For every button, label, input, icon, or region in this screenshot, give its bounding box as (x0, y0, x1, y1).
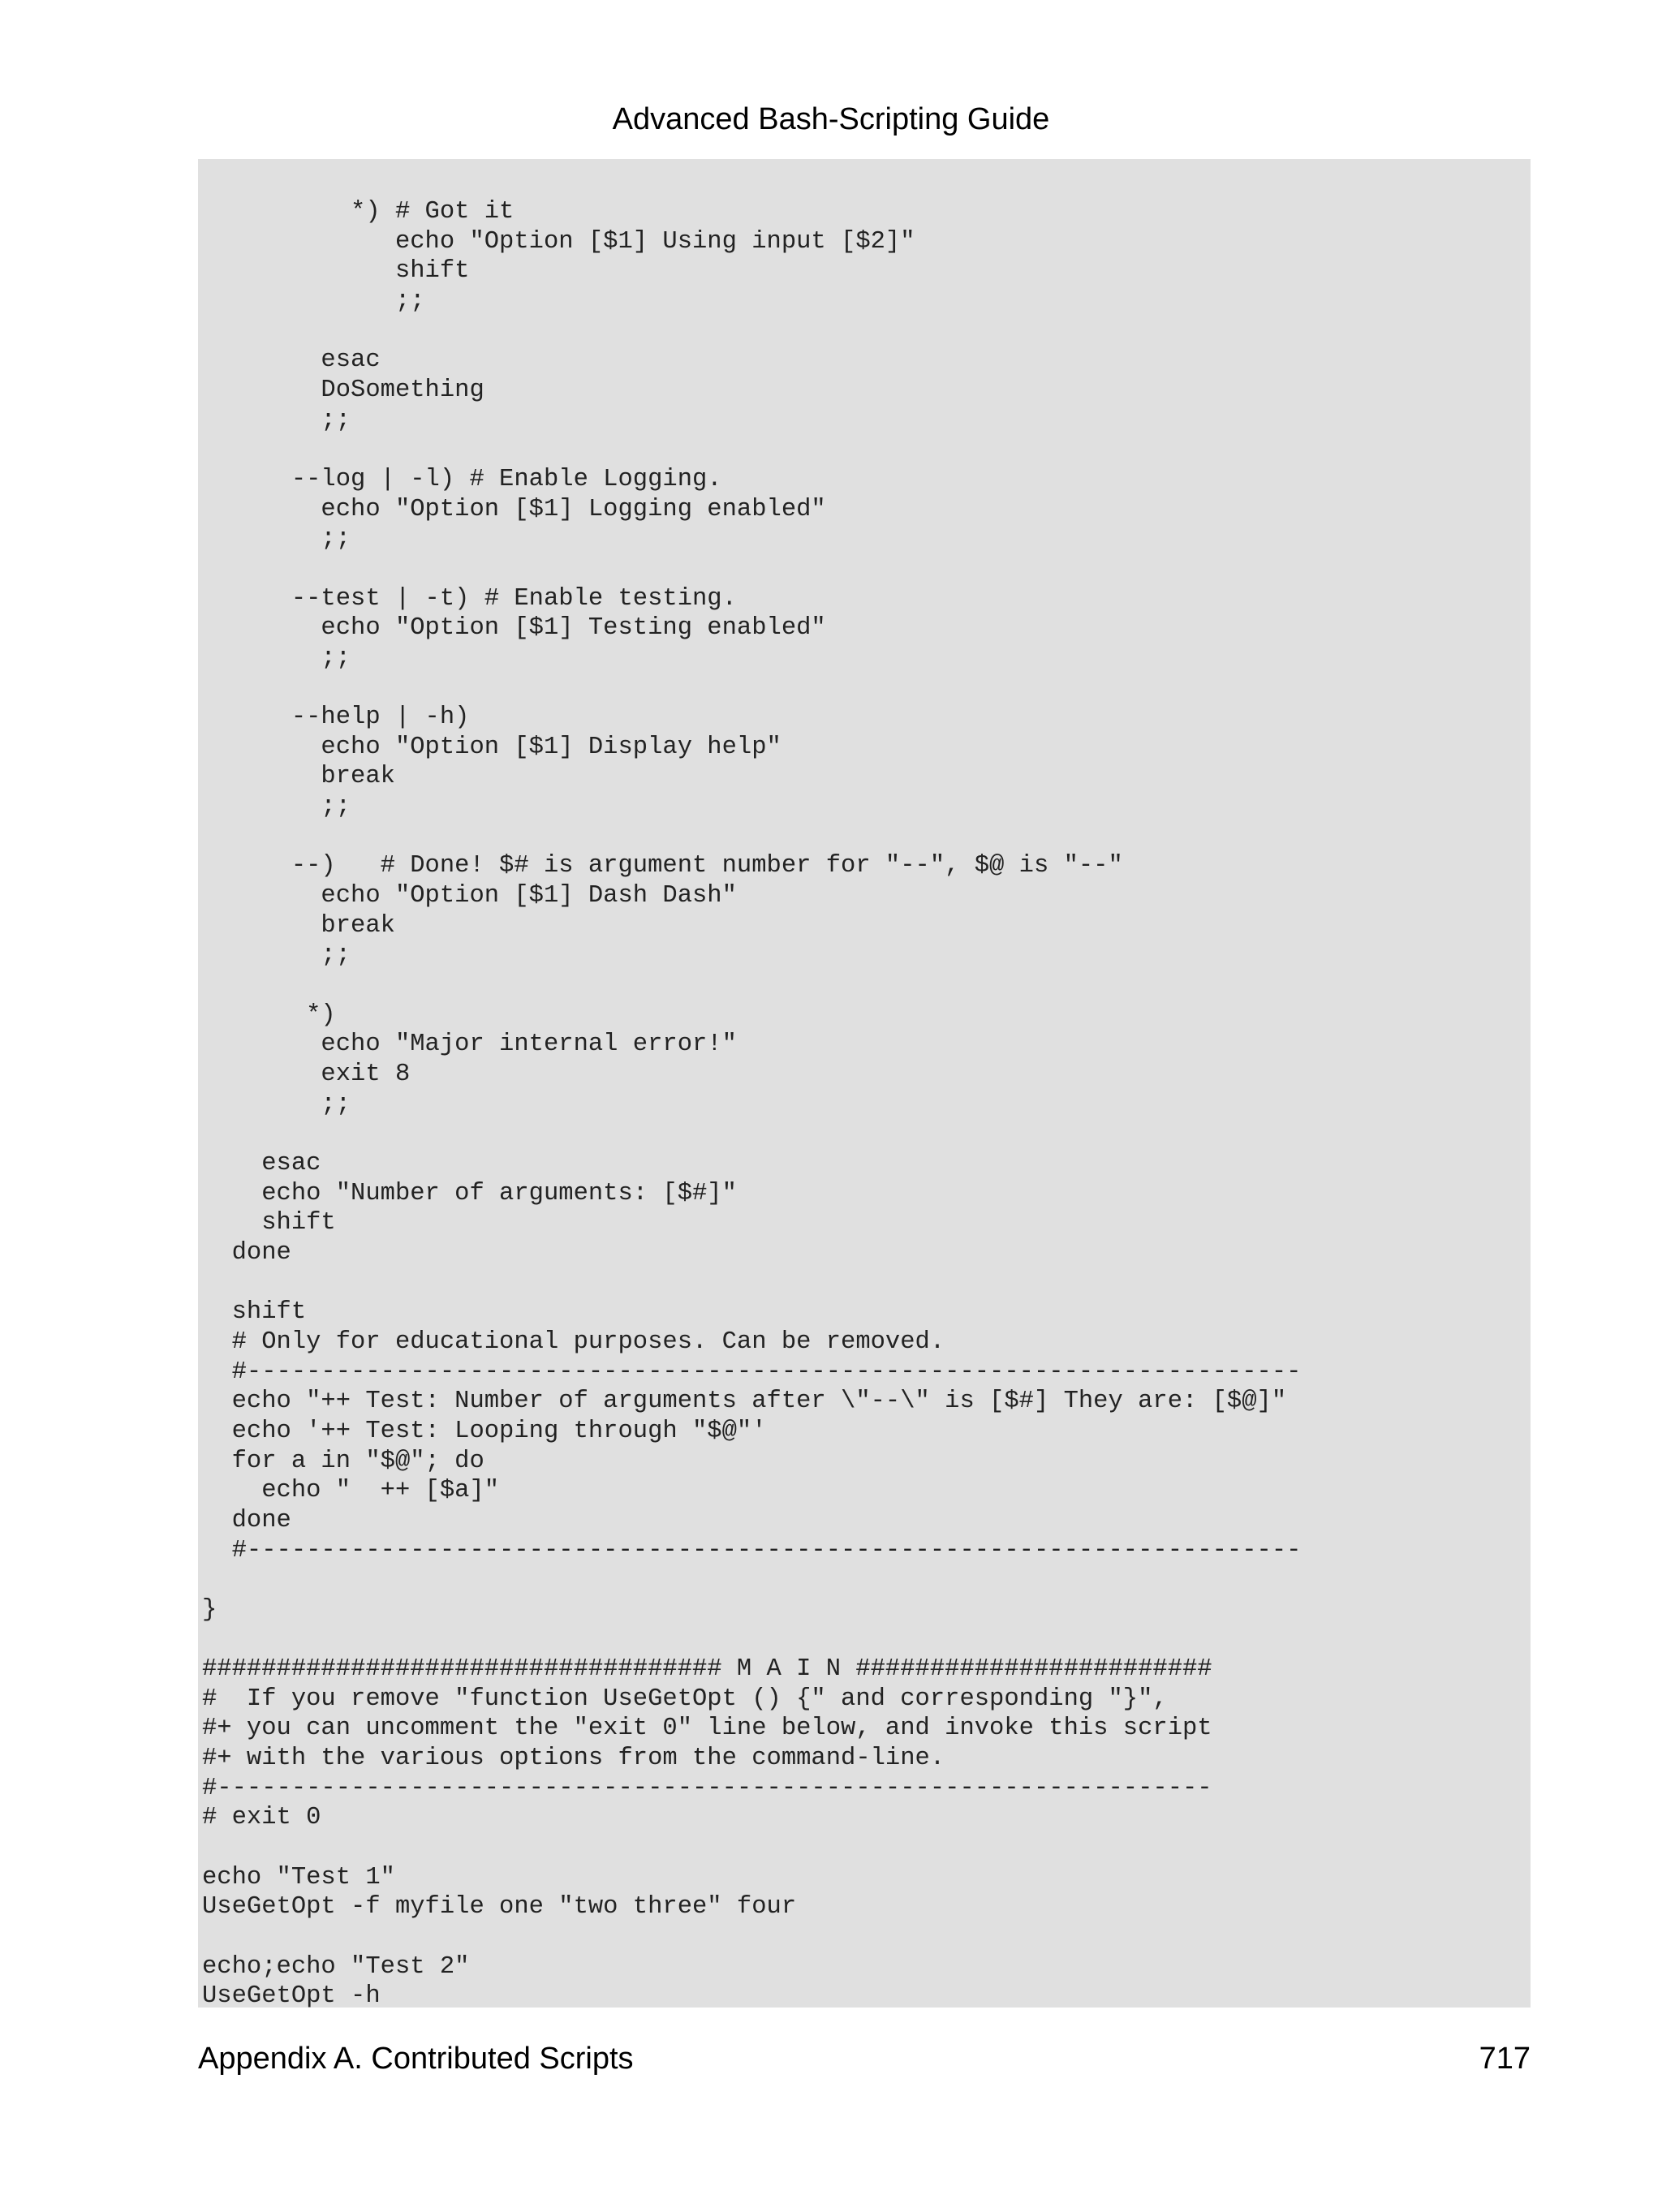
footer-section-title: Appendix A. Contributed Scripts (198, 2042, 634, 2076)
code-listing (198, 159, 1531, 2008)
code-text: *) # Got it echo "Option [$1] Using input [$2]" shift ;; esac DoSomething ;; --log | -l) # Enable Logging. echo "Option [$1] Logging enabled" ;; --test | -t) # Enable testing. echo "Option [$1] Testing enabled" ;; --help | -h) echo "Option [$1] Display help" break ;; --) # Done! $# is argument number for "--", $@ is "--" echo "Option [$1] Dash Dash" break ;; *) echo "Major internal error!" exit 8 ;; esac echo "Number of arguments: [$#]" shift done shift # Only for educational purposes. Can be removed. #----------------------------------------------------------------------- echo "++ Test: Number of arguments after \"--\" is [$#] They are: [$@]" echo '++ Test: Looping through "$@"' for a in "$@"; do echo " ++ [$a]" done #----------------------------------------------------------------------- } ################################### M A I N ######################## # If you remove "function UseGetOpt () {" and corresponding "}", #+ you can uncomment the "exit 0" line below, and invoke this script #+ with the various options from the command-line. #------------------------------------------------------------------- # exit 0 echo "Test 1" UseGetOpt -f myfile one "two three" four echo;echo "Test 2" UseGetOpt -h (202, 198, 1302, 2008)
page-footer (198, 2040, 1531, 2081)
footer-page-number: 717 (1479, 2042, 1531, 2076)
page-header-title: Advanced Bash-Scripting Guide (612, 102, 1050, 136)
